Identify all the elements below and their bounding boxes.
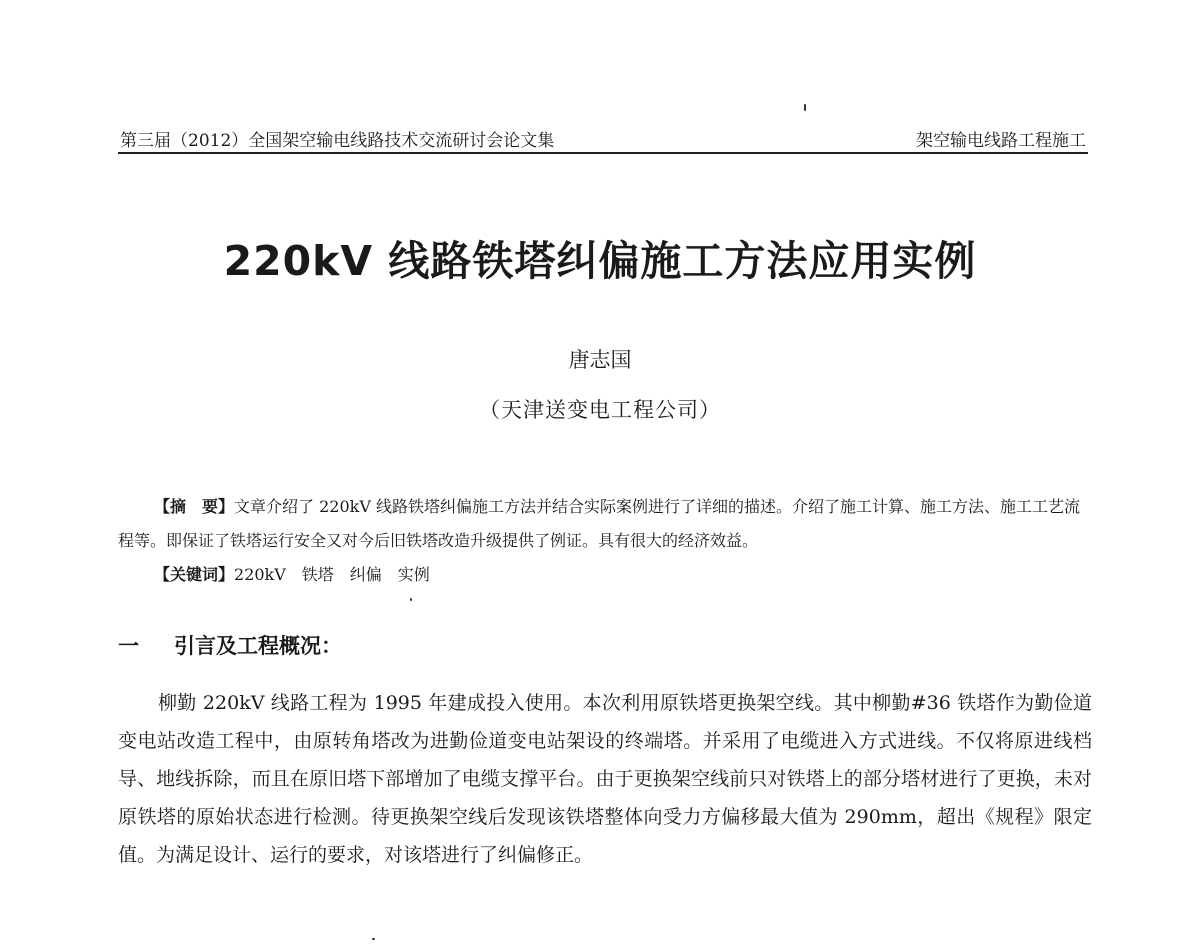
abstract-label: 【摘 要】 <box>154 497 235 516</box>
section-title: 引言及工程概况： <box>174 634 342 658</box>
abstract-text: 文章介绍了 220kV 线路铁塔纠偏施工方法并结合实际案例进行了详细的描述。介绍了施工计算、施工方法、施工工艺流程等。即保证了铁塔运行安全又对今后旧铁塔改造升级提供了例证。具有很大的经济效益。 <box>118 497 1080 550</box>
author-affiliation: （天津送变电工程公司） <box>479 398 721 422</box>
keywords-line <box>118 558 1092 592</box>
paper-title: 220kV 线路铁塔纠偏施工方法应用实例 <box>223 237 977 285</box>
abstract-block <box>118 490 1092 592</box>
section-heading <box>118 630 342 660</box>
scan-speck <box>410 598 412 601</box>
body-paragraph: 柳勤 220kV 线路工程为 1995 年建成投入使用。本次利用原铁塔更换架空线。其中柳勤#36 铁塔作为勤俭道变电站改造工程中，由原转角塔改为进勤俭道变电站架设的终端塔。并采用了电缆进入方式进线。不仅将原进线档导、地线拆除，而且在原旧塔下部增加了电缆支撑平台。由于更换架空线前只对铁塔上的部分塔材进行了更换，未对原铁塔的原始状态进行检测。待更换架空线后发现该铁塔整体向受力方偏移最大值为 290mm，超出《规程》限定值。为满足设计、运行的要求，对该塔进行了纠偏修正。 <box>118 692 1092 866</box>
abstract-paragraph <box>118 490 1092 558</box>
scan-speck <box>804 104 806 111</box>
scan-speck <box>372 938 375 940</box>
keywords-text: 220kV 铁塔 纠偏 实例 <box>234 565 430 584</box>
header-proceedings-title: 第三届（2012）全国架空输电线路技术交流研讨会论文集 <box>120 131 555 151</box>
header-section-name: 架空输电线路工程施工 <box>916 131 1086 151</box>
author-name: 唐志国 <box>568 348 632 372</box>
section-number: 一 <box>118 634 139 658</box>
running-header <box>118 118 1088 154</box>
keywords-label: 【关键词】 <box>154 565 235 584</box>
